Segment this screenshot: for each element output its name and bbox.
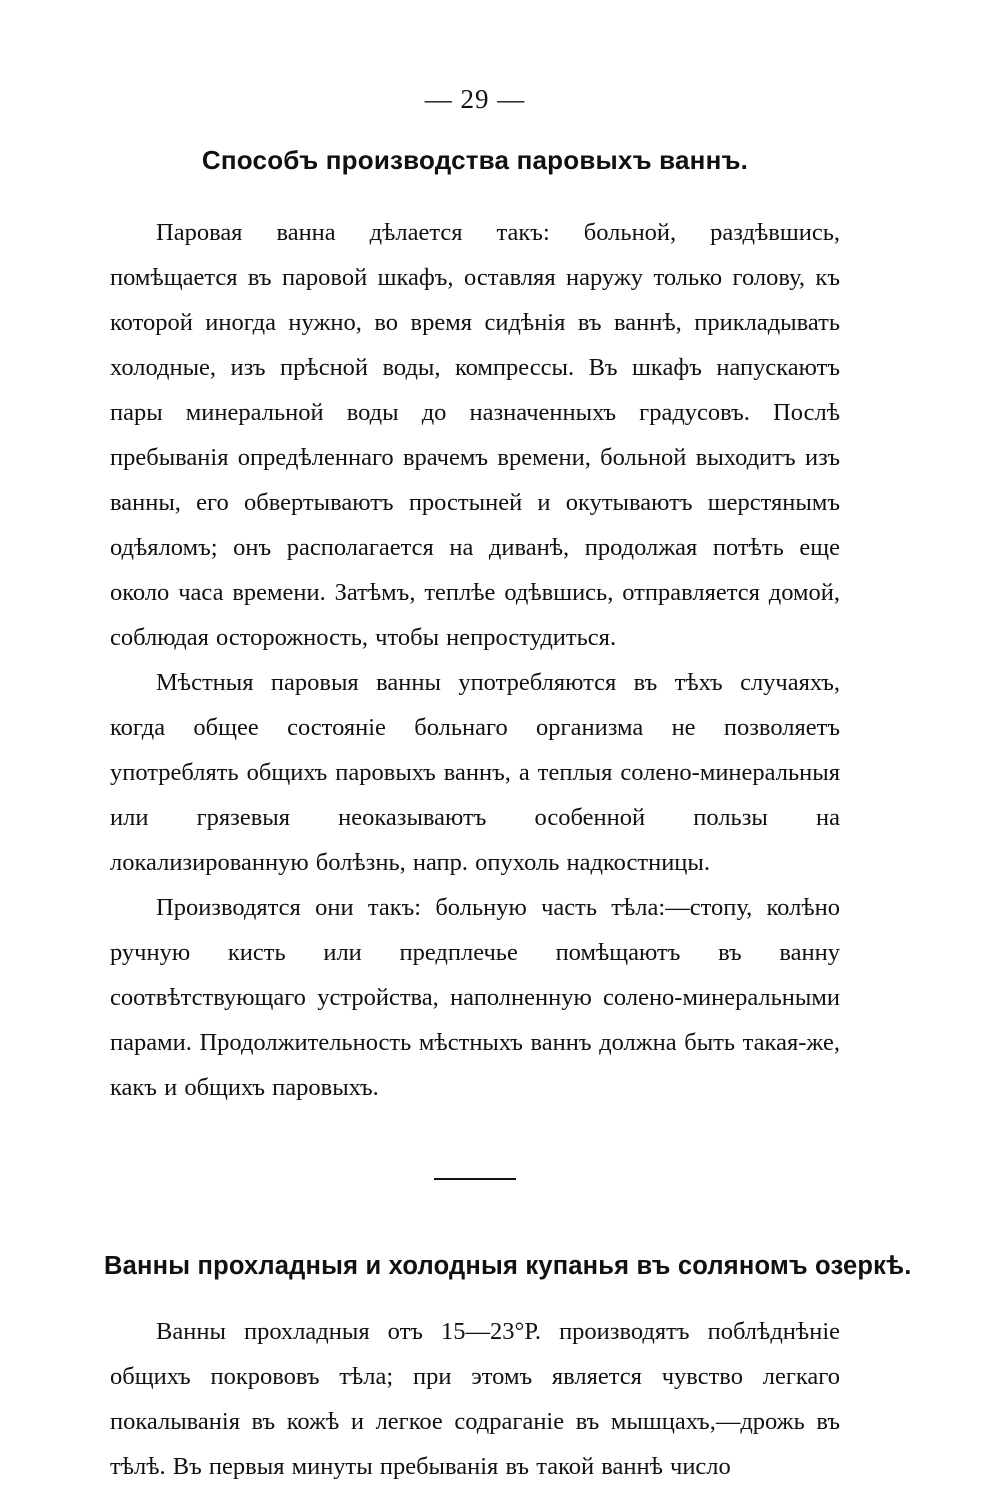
paragraph: Мѣстныя паровыя ванны употребляются въ тѣхъ случаяхъ, когда общее состояніе больнаго организма не позволяетъ употреблять общихъ паровыхъ ваннъ, а теплыя солено-минеральныя или грязевыя неоказываютъ особенной пользы на локализированную болѣзнь, напр. опухоль надкостницы. [110,669,840,876]
book-page [104,84,912,1489]
paragraph: Ванны прохладныя отъ 15—23°Р. производятъ поблѣднѣніе общихъ покрововъ тѣла; при этомъ является чувство легкаго покалыванія въ кожѣ и легкое содраганіе въ мышцахъ,—дрожь въ тѣлѣ. Въ первыя минуты пребыванія въ такой ваннѣ число [110,1318,840,1480]
section-heading-cool-baths: Ванны прохладныя и холодныя купанья въ соляномъ озеркѣ. [104,1252,912,1280]
section-heading-steam-baths: Способъ производства паровыхъ ваннъ. [201,145,749,175]
paragraph: Паровая ванна дѣлается такъ: больной, раздѣвшись, помѣщается въ паровой шкафъ, оставляя наружу только голову, къ которой иногда нужно, во время сидѣнія въ ваннѣ, прикладывать холодные, изъ прѣсной воды, компрессы. Въ шкафъ напускаютъ пары минеральной воды до назначенныхъ градусовъ. Послѣ пребыванія опредѣленнаго врачемъ времени, больной выходитъ изъ ванны, его обвертываютъ простыней и окутываютъ шерстянымъ одѣяломъ; онъ располагается на диванѣ, продолжая потѣть еще около часа времени. Затѣмъ, теплѣе одѣвшись, отправляется домой, соблюдая осторожность, чтобы непростудиться. [110,219,840,651]
page-number: — 29 — [424,84,526,114]
paragraph: Производятся они такъ: больную часть тѣла:—стопу, колѣно ручную кисть или предплечье помѣщаютъ въ ванну соотвѣтствующаго устройства, наполненную солено-минеральными парами. Продолжительность мѣстныхъ ваннъ должна быть такая-же, какъ и общихъ паровыхъ. [110,894,840,1101]
section-divider [434,1178,516,1180]
